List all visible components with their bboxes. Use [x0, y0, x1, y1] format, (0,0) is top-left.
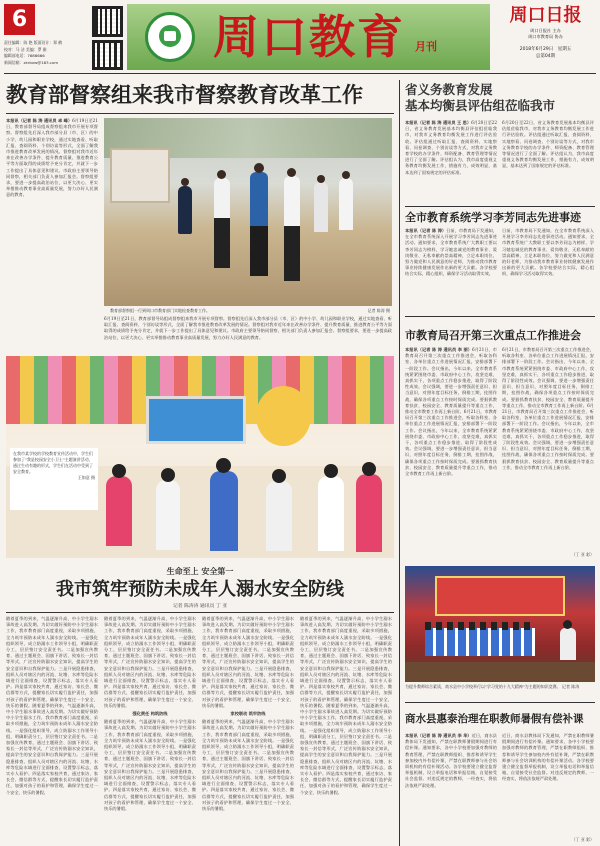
quiz-caption-credit: 记者 陈涛 — [561, 684, 580, 689]
classroom-caption-box — [10, 448, 98, 510]
safety-headline: 我市筑牢预防未成年人溺水安全防线 — [56, 579, 344, 600]
right1-byline: 本报讯（记者 陈 涛 通讯员 王 思） — [405, 120, 472, 125]
editor-info: 责任编辑：陈 艳 版面设计：郑 鹤 校对：马 洁 美编：罗 雅 编辑部电话：7686666 新闻信箱：zkrbxw@163.com — [4, 40, 63, 65]
masthead-banner — [127, 4, 490, 70]
lead-headline: 教育部督察组来我市督察教育改革工作 — [6, 82, 363, 107]
right2-headline: 全市教育系统学习李芳同志先进事迹 — [405, 211, 581, 224]
lead-text-continued: 6月19日至21日，教育部督导局组成督察组来我市开展专项督察。督察组先后深入我市部分县（市、区）的中小学、幼儿园和职业学校，通过实地查看、听取汇报、查阅资料、个别访谈等形式，全面了解我市推进教育改革发展的情况。督察组对我市近年来在改善办学条件、提升教育质量、推进教育公平等方面取得的成绩给予充分肯定，并就下一步工作提出了具体意见和建议。市政府主要领导陪同督察，相关部门负责人参加汇报会。督察组要求，要进一步提高政治站位，以更大决心、更实举措推动教育事业高质量发展，努力办好人民满意的教育。 — [104, 316, 392, 340]
right4-text-col2: 近日，商水县教体局下发通知，严禁在职教师暑假期间进行有偿补课。通知要求，各中小学校要加强对教师的教育管理，严禁在职教师组织、推荐和诱导学生参加校内外有偿补课，严禁在职教师参与社会培训机构的有偿补课活动。各学校要建立健全监督举报机制，设立举报电话和举报信箱，自觉接受社会监督。对违反规定的教师，一经查实，将依法依规严肃处理。 — [502, 733, 594, 782]
paper-logo: 周口日报 — [509, 5, 582, 26]
safety-body-col1 — [6, 616, 98, 842]
safety-subhead-2: 家校联动 筑牢防线 — [230, 711, 266, 717]
right3-byline: 本报讯（记者 陈 涛 通讯员 李 丽） — [405, 347, 472, 352]
education-seal-logo — [145, 12, 195, 62]
paper-info — [495, 4, 596, 70]
safety-text-1b: 随着夏季的到来，气温逐渐升高，中小学生溺水事故进入高发期。为切实做好预防中小学生溺水工作，我市教育部门高度重视，采取多项措施，全力筑牢预防未成年人溺水安全防线。一是强化组织领导，成立防溺水工作领导小组，明确职责分工，层层签订安全责任书。二是加强宣传教育，通过主题班会、国旗下讲话、致家长一封信等形式，广泛宣传防溺水安全知识，提高学生的安全意识和自我保护能力。三是开展隐患排查，组织人员对辖区内的河流、坑塘、水库等危险水域进行全面排查，设置警示标志，落实专人看护。四是落实家校共育，通过家访、家长会、微信群等方式，提醒家长切实履行监护责任，加强对孩子的看护和管理，确保学生度过一个安全、快乐的暑假。 — [6, 702, 98, 795]
date-line: 2018年6月29日 星期五 — [519, 47, 572, 52]
lead-photo-caption: 教育部督察组一行到周口市教育部门实地检查教育工作。 — [110, 308, 210, 313]
right1-headline-line2: 基本均衡县评估组莅临我市 — [405, 98, 556, 113]
safety-text-3: 随着夏季的到来，气温逐渐升高，中小学生溺水事故进入高发期。为切实做好预防中小学生溺水工作，我市教育部门高度重视，采取多项措施，全力筑牢预防未成年人溺水安全防线。一是强化组织领导，成立防溺水工作领导小组，明确职责分工，层层签订安全责任书。二是加强宣传教育，通过主题班会、国旗下讲话、致家长一封信等形式，广泛宣传防溺水安全知识，提高学生的安全意识和自我保护能力。三是开展隐患排查，组织人员对辖区内的河流、坑塘、水库等危险水域进行全面排查，设置警示标志，落实专人看护。四是落实家校共育，通过家访、家长会、微信群等方式，提醒家长切实履行监护责任，加强对孩子的看护和管理，确保学生度过一个安全、快乐的暑假。 — [202, 616, 294, 708]
lead-text: 6月19日至21日，教育部督导局组成督察组来我市开展专项督察。督察组先后深入我市部分县（市、区）的中小学、幼儿园和职业学校，通过实地查看、听取汇报、查阅资料、个别访谈等形式，全面了解我市推进教育改革发展的情况。督察组对我市近年来在改善办学条件、提升教育质量、推进教育公平等方面取得的成绩给予充分肯定，并就下一步工作提出了具体意见和建议。市政府主要领导陪同督察，相关部门负责人参加汇报会。督察组要求，要进一步提高政治站位，以更大决心、更实举措推动教育事业高质量发展，努力办好人民满意的教育。 — [6, 118, 99, 198]
safety-text-1: 随着夏季的到来，气温逐渐升高，中小学生溺水事故进入高发期。为切实做好预防中小学生溺水工作，我市教育部门高度重视，采取多项措施，全力筑牢预防未成年人溺水安全防线。一是强化组织领导，成立防溺水工作领导小组，明确职责分工，层层签订安全责任书。二是加强宣传教育，通过主题班会、国旗下讲话、致家长一封信等形式，广泛宣传防溺水安全知识，提高学生的安全意识和自我保护能力。三是开展隐患排查，组织人员对辖区内的河流、坑塘、水库等危险水域进行全面排查，设置警示标志，落实专人看护。四是落实家校共育，通过家访、家长会、微信群等方式，提醒家长切实履行监护责任，加强对孩子的看护和管理，确保学生度过一个安全、快乐的暑假。 — [6, 616, 98, 708]
safety-text-4b: 随着夏季的到来，气温逐渐升高，中小学生溺水事故进入高发期。为切实做好预防中小学生溺水工作，我市教育部门高度重视，采取多项措施，全力筑牢预防未成年人溺水安全防线。一是强化组织领导，成立防溺水工作领导小组，明确职责分工，层层签订安全责任书。二是加强宣传教育，通过主题班会、国旗下讲话、致家长一封信等形式，广泛宣传防溺水安全知识，提高学生的安全意识和自我保护能力。三是开展隐患排查，组织人员对辖区内的河流、坑塘、水库等危险水域进行全面排查，设置警示标志，落实专人看护。四是落实家校共育，通过家访、家长会、微信群等方式，提醒家长切实履行监护责任，加强对孩子的看护和管理，确保学生度过一个安全、快乐的暑假。 — [300, 702, 392, 795]
lead-body-continued — [104, 316, 392, 340]
right1-body-col2 — [502, 120, 594, 204]
right3-text-more: 6月21日，市教育局召开第三次重点工作推进会，听取各科室、各单位重点工作进展情况汇报，安排部署下一阶段工作。会议指出，今年以来，全市教育系统紧紧围绕市委、市政府中心工作，攻坚克难，真抓实干，各项重点工作稳步推进，取得了阶段性成效。会议强调，要进一步增强责任意识、担当意识，对照年度目标任务，倒排工期，挂图作战，确保各项重点工作按时保质完成。要狠抓教育扶贫、校园安全、教育质量提升等重点工作，推动全市教育工作再上新台阶。 — [405, 409, 497, 477]
right3-text: 6月21日，市教育局召开第三次重点工作推进会，听取各科室、各单位重点工作进展情况汇报，安排部署下一阶段工作。会议指出，今年以来，全市教育系统紧紧围绕市委、市政府中心工作，攻坚克难，真抓实干，各项重点工作稳步推进，取得了阶段性成效。会议强调，要进一步增强责任意识、担当意识，对照年度目标任务，倒排工期，挂图作战，确保各项重点工作按时保质完成。要狠抓教育扶贫、校园安全、教育质量提升等重点工作，推动全市教育工作再上新台阶。 — [405, 347, 497, 415]
quiz-photo — [405, 566, 595, 682]
right3-text-col2-more: 6月21日，市教育局召开第三次重点工作推进会，听取各科室、各单位重点工作进展情况汇报，安排部署下一阶段工作。会议指出，今年以来，全市教育系统紧紧围绕市委、市政府中心工作，攻坚克难，真抓实干，各项重点工作稳步推进，取得了阶段性成效。会议强调，要进一步增强责任意识、担当意识，对照年度目标任务，倒排工期，挂图作战，确保各项重点工作按时保质完成。要狠抓教育扶贫、校园安全、教育质量提升等重点工作，推动全市教育工作再上新台阶。 — [502, 402, 594, 470]
safety-rule — [6, 612, 394, 613]
classroom-photo-credit: 王如意 摄 — [77, 475, 95, 480]
right1-text: 6月20日至22日，省义务教育发展基本均衡县评估组莅临我市，对我市义务教育均衡发展工作进行评估验收。评估组通过听取汇报、查阅资料、实地察看、问卷调查、个别访谈等方式，对我市义务教育学校的办学条件、师资配备、教育管理等情况进行了全面了解。评估组认为，我市高度重视义务教育均衡发展工作，措施有力，成效明显，基本达到了国家规定的评估标准。 — [405, 120, 498, 175]
masthead-divider — [4, 73, 596, 74]
right4-body — [405, 733, 497, 843]
safety-text-2: 随着夏季的到来，气温逐渐升高，中小学生溺水事故进入高发期。为切实做好预防中小学生溺水工作，我市教育部门高度重视，采取多项措施，全力筑牢预防未成年人溺水安全防线。一是强化组织领导，成立防溺水工作领导小组，明确职责分工，层层签订安全责任书。二是加强宣传教育，通过主题班会、国旗下讲话、致家长一封信等形式，广泛宣传防溺水安全知识，提高学生的安全意识和自我保护能力。三是开展隐患排查，组织人员对辖区内的河流、坑塘、水库等危险水域进行全面排查，设置警示标志，落实专人看护。四是落实家校共育，通过家访、家长会、微信群等方式，提醒家长切实履行监护责任，加强对孩子的看护和管理，确保学生度过一个安全、快乐的暑假。 — [104, 616, 196, 708]
lead-photo — [104, 118, 392, 306]
safety-subhead-1: 强化责任 构筑防线 — [132, 711, 168, 717]
right3-body — [405, 347, 497, 559]
right1-rule — [405, 206, 595, 207]
safety-text-2b: 随着夏季的到来，气温逐渐升高，中小学生溺水事故进入高发期。为切实做好预防中小学生溺水工作，我市教育部门高度重视，采取多项措施，全力筑牢预防未成年人溺水安全防线。一是强化组织领导，成立防溺水工作领导小组，明确职责分工，层层签订安全责任书。二是加强宣传教育，通过主题班会、国旗下讲话、致家长一封信等形式，广泛宣传防溺水安全知识，提高学生的安全意识和自我保护能力。三是开展隐患排查，组织人员对辖区内的河流、坑塘、水库等危险水域进行全面排查，设置警示标志，落实专人看护。四是落实家校共育，通过家访、家长会、微信群等方式，提醒家长切实履行监护责任，加强对孩子的看护和管理，确保学生度过一个安全、快乐的暑假。 — [104, 719, 196, 812]
right3-body-col2 — [502, 347, 594, 552]
right1-headline-line1: 省义务教育发展 — [405, 82, 493, 97]
right4-rule — [405, 702, 595, 703]
lead-byline: 本报讯（记者 陈 涛 通讯员 卓 峰） — [6, 118, 73, 123]
right3-sign: （丁 亚 彩） — [571, 552, 594, 557]
right2-byline: 本报讯（记者 陈 涛） — [405, 228, 447, 233]
right4-byline: 本报讯（记者 陈 涛 通讯员 李 华） — [405, 733, 472, 738]
right1-body — [405, 120, 497, 204]
right2-rule — [405, 316, 595, 317]
lead-rule — [6, 113, 394, 114]
right3-text-col2: 6月21日，市教育局召开第三次重点工作推进会，听取各科室、各单位重点工作进展情况汇报，安排部署下一阶段工作。会议指出，今年以来，全市教育系统紧紧围绕市委、市政府中心工作，攻坚克难，真抓实干，各项重点工作稳步推进，取得了阶段性成效。会议强调，要进一步增强责任意识、担当意识，对照年度目标任务，倒排工期，挂图作战，确保各项重点工作按时保质完成。要狠抓教育扶贫、校园安全、教育质量提升等重点工作，推动全市教育工作再上新台阶。 — [502, 347, 594, 408]
column-divider — [399, 80, 400, 846]
safety-body-col3 — [202, 616, 294, 842]
masthead-title: 周口教育 — [213, 10, 405, 64]
right2-body — [405, 228, 497, 312]
right1-title — [405, 82, 595, 114]
safety-body-col4 — [300, 616, 392, 842]
right2-text-col2: 日前，市教育局下发通知，在全市教育系统深入开展学习李芳同志先进事迹活动。通知要求，全市教育系统广大教职工要以李芳同志为榜样，学习她忠诚党的教育事业、爱岗敬业、无私奉献的崇高精神，立足本职岗位，努力做党和人民满意的好老师，为推动我市教育事业持续健康发展作出新的更大贡献。各学校要结合实际，精心组织，确保学习活动取得实效。 — [502, 228, 594, 277]
safety-text-4: 随着夏季的到来，气温逐渐升高，中小学生溺水事故进入高发期。为切实做好预防中小学生溺水工作，我市教育部门高度重视，采取多项措施，全力筑牢预防未成年人溺水安全防线。一是强化组织领导，成立防溺水工作领导小组，明确职责分工，层层签订安全责任书。二是加强宣传教育，通过主题班会、国旗下讲话、致家长一封信等形式，广泛宣传防溺水安全知识，提高学生的安全意识和自我保护能力。三是开展隐患排查，组织人员对辖区内的河流、坑塘、水库等危险水域进行全面排查，设置警示标志，落实专人看护。四是落实家校共育，通过家访、家长会、微信群等方式，提醒家长切实履行监护责任，加强对孩子的看护和管理，确保学生度过一个安全、快乐的暑假。 — [300, 616, 392, 708]
safety-body-col2 — [104, 616, 196, 842]
safety-byline: 记者 陈涛涛 通讯员 丁 亚 — [172, 604, 228, 609]
issue-line: 总第04期 — [535, 54, 556, 59]
right4-sign: （丁 亚 彩） — [571, 837, 594, 842]
right2-body-col2 — [502, 228, 594, 312]
classroom-photo-caption: 在我市某学校的学校教育宣传活动中，学生们参加了"我是校园安全小卫士"主题演讲活动，通过生动有趣的形式，学生们在活动中受到了安全教育。 — [13, 451, 93, 474]
safety-text-3b: 随着夏季的到来，气温逐渐升高，中小学生溺水事故进入高发期。为切实做好预防中小学生溺水工作，我市教育部门高度重视，采取多项措施，全力筑牢预防未成年人溺水安全防线。一是强化组织领导，成立防溺水工作领导小组，明确职责分工，层层签订安全责任书。二是加强宣传教育，通过主题班会、国旗下讲话、致家长一封信等形式，广泛宣传防溺水安全知识，提高学生的安全意识和自我保护能力。三是开展隐患排查，组织人员对辖区内的河流、坑塘、水库等危险水域进行全面排查，设置警示标志，落实专人看护。四是落实家校共育，通过家访、家长会、微信群等方式，提醒家长切实履行监护责任，加强对孩子的看护和管理，确保学生度过一个安全、快乐的暑假。 — [202, 719, 294, 812]
qr-code-icon — [92, 6, 123, 37]
lead-body — [6, 118, 98, 330]
safety-kicker: 生命至上 安全第一 — [166, 566, 234, 576]
page-number-badge: 6 — [4, 4, 35, 35]
right3-headline: 市教育局召开第三次重点工作推进会 — [405, 329, 581, 342]
quiz-photo-caption — [405, 684, 595, 690]
right1-text-col2: 6月20日至22日，省义务教育发展基本均衡县评估组莅临我市，对我市义务教育均衡发展工作进行评估验收。评估组通过听取汇报、查阅资料、实地察看、问卷调查、个别访谈等方式，对我市义务教育学校的办学条件、师资配备、教育管理等情况进行了全面了解。评估组认为，我市高度重视义务教育均衡发展工作，措施有力，成效明显，基本达到了国家规定的评估标准。 — [502, 120, 594, 169]
right4-text: 近日，商水县教体局下发通知，严禁在职教师暑假期间进行有偿补课。通知要求，各中小学校要加强对教师的教育管理，严禁在职教师组织、推荐和诱导学生参加校内外有偿补课，严禁在职教师参与社会培训机构的有偿补课活动。各学校要建立健全监督举报机制，设立举报电话和举报信箱，自觉接受社会监督。对违反规定的教师，一经查实，将依法依规严肃处理。 — [405, 733, 497, 788]
lead-photo-credit: 记者 陈涛 摄 — [367, 308, 390, 313]
supplement-label: 月刊 — [415, 40, 437, 53]
qr-code-icon — [92, 40, 123, 70]
publisher-line: 周口日报社 主办 — [530, 28, 561, 33]
right4-body-col2 — [502, 733, 594, 837]
quiz-caption-text: 为提升教师综合素质，商水县中小学校举行以"学习党的十九大精神"为主题的知识竞赛。 — [405, 684, 561, 689]
right4-headline: 商水县惠泰治理在职教师暑假有偿补课 — [405, 713, 584, 725]
co-publisher-line: 周口市教育局 协办 — [528, 34, 563, 39]
right2-text: 日前，市教育局下发通知，在全市教育系统深入开展学习李芳同志先进事迹活动。通知要求，全市教育系统广大教职工要以李芳同志为榜样，学习她忠诚党的教育事业、爱岗敬业、无私奉献的崇高精神，立足本职岗位，努力做党和人民满意的好老师，为推动我市教育事业持续健康发展作出新的更大贡献。各学校要结合实际，精心组织，确保学习活动取得实效。 — [405, 228, 497, 277]
masthead — [4, 4, 596, 70]
